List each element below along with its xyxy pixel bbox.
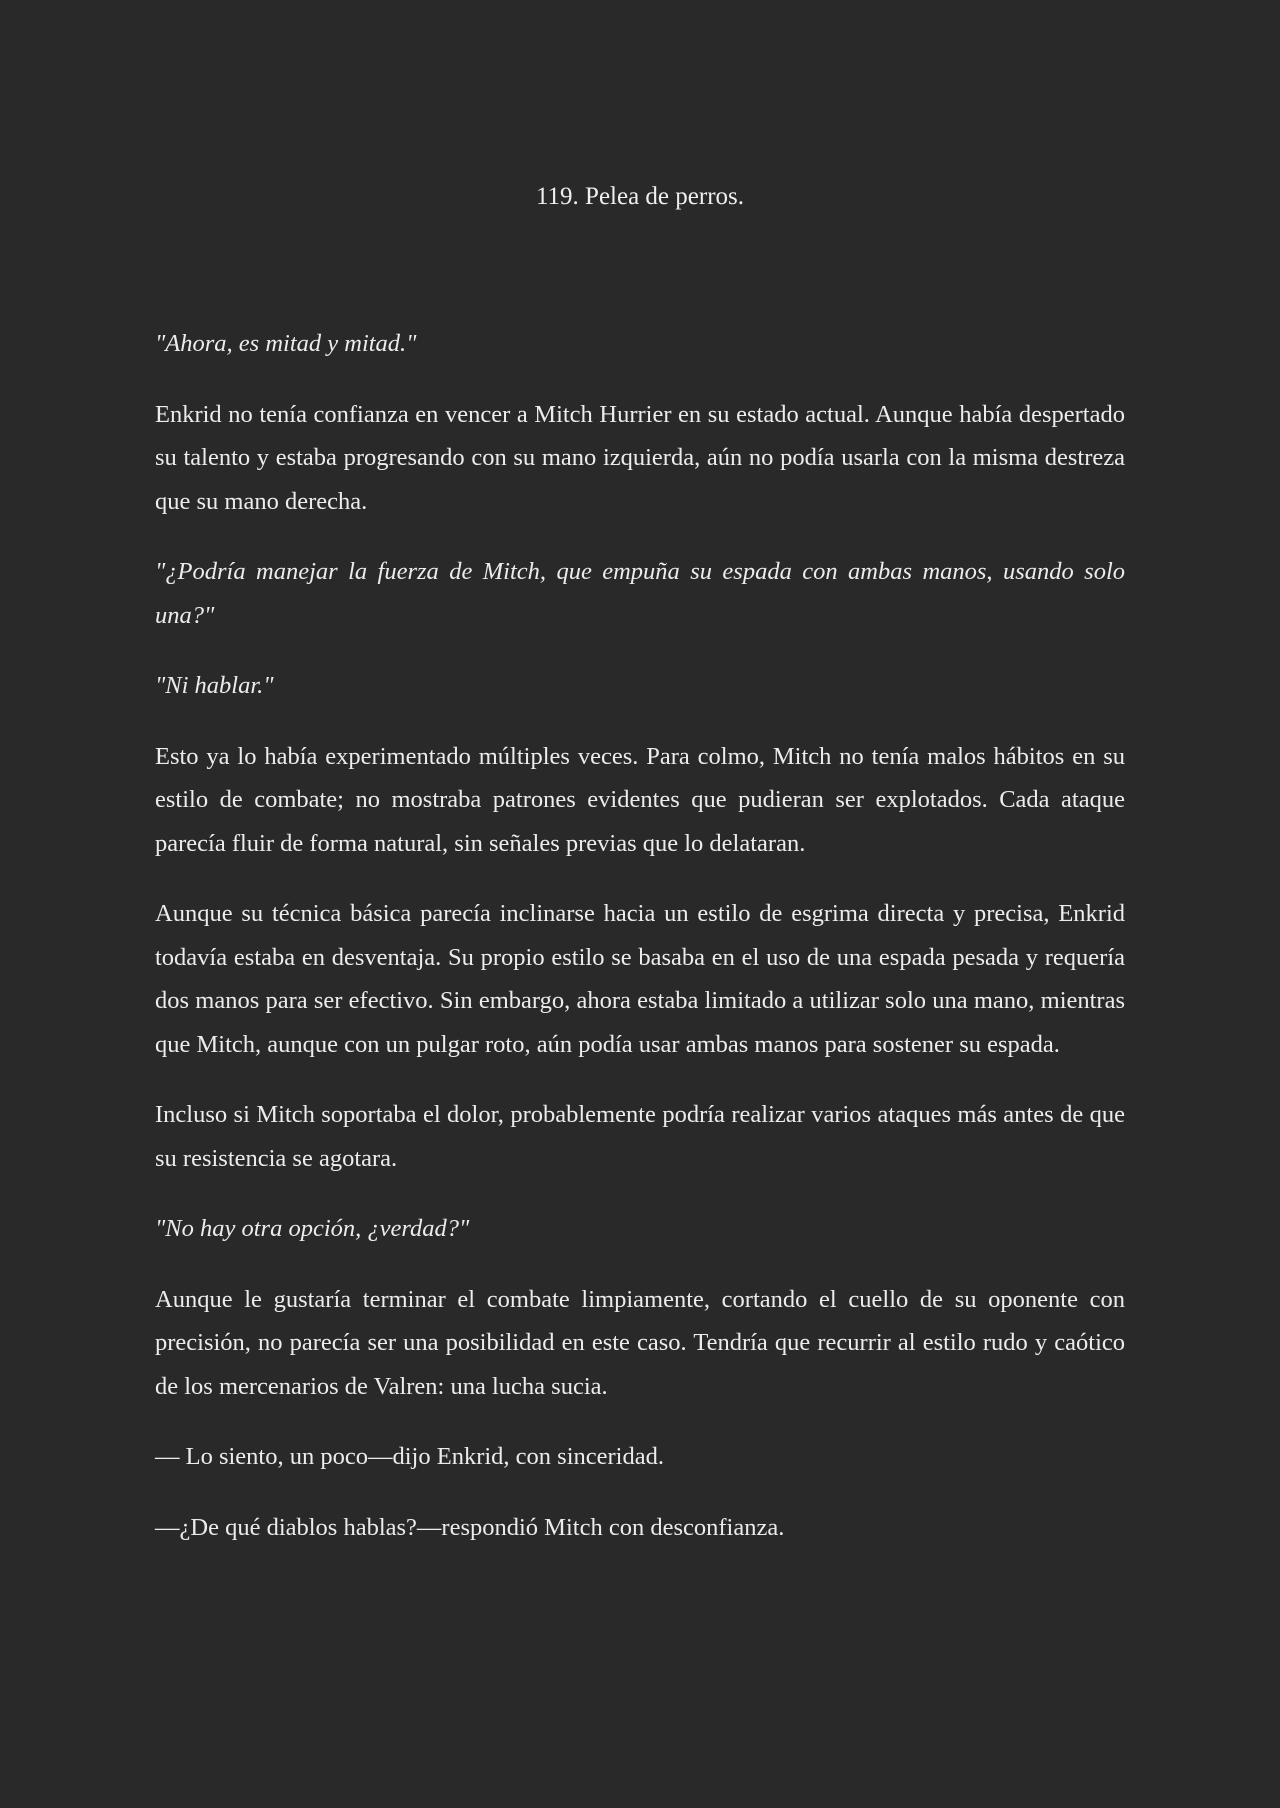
chapter-title: 119. Pelea de perros. xyxy=(535,183,745,210)
paragraph: Enkrid no tenía confianza en vencer a Mitch Hurrier en su estado actual. Aunque había despertado su talento y estaba progresando con su mano izquierda, aún no podía usarla con la misma destreza que su mano derecha. xyxy=(155,400,1125,515)
paragraph-thought: "Ahora, es mitad y mitad." xyxy=(155,330,417,357)
paragraph-thought: "No hay otra opción, ¿verdad?" xyxy=(155,1215,470,1242)
paragraph: Incluso si Mitch soportaba el dolor, probablemente podría realizar varios ataques más antes de que su resistencia se agotara. xyxy=(155,1101,1125,1172)
paragraph-dialogue: — Lo siento, un poco—dijo Enkrid, con sinceridad. xyxy=(155,1443,664,1470)
paragraph: Aunque le gustaría terminar el combate limpiamente, cortando el cuello de su oponente con precisión, no parecía ser una posibilidad en este caso. Tendría que recurrir al estilo rudo y caótico de los mercenarios de Valren: una lucha sucia. xyxy=(155,1285,1125,1400)
chapter-body xyxy=(155,322,1125,1576)
paragraph-thought: "¿Podría manejar la fuerza de Mitch, que empuña su espada con ambas manos, usando solo una?" xyxy=(155,558,1125,629)
paragraph-thought: "Ni hablar." xyxy=(155,672,274,699)
paragraph: Aunque su técnica básica parecía inclinarse hacia un estilo de esgrima directa y precisa, Enkrid todavía estaba en desventaja. Su propio estilo se basaba en el uso de una espada pesada y requería dos manos para ser efectivo. Sin embargo, ahora estaba limitado a utilizar solo una mano, mientras que Mitch, aunque con un pulgar roto, aún podía usar ambas manos para sostener su espada. xyxy=(155,900,1125,1058)
paragraph-dialogue: —¿De qué diablos hablas?—respondió Mitch con desconfianza. xyxy=(155,1513,785,1541)
paragraph: Esto ya lo había experimentado múltiples veces. Para colmo, Mitch no tenía malos hábitos en su estilo de combate; no mostraba patrones evidentes que pudieran ser explotados. Cada ataque parecía fluir de forma natural, sin señales previas que lo delataran. xyxy=(155,742,1125,857)
